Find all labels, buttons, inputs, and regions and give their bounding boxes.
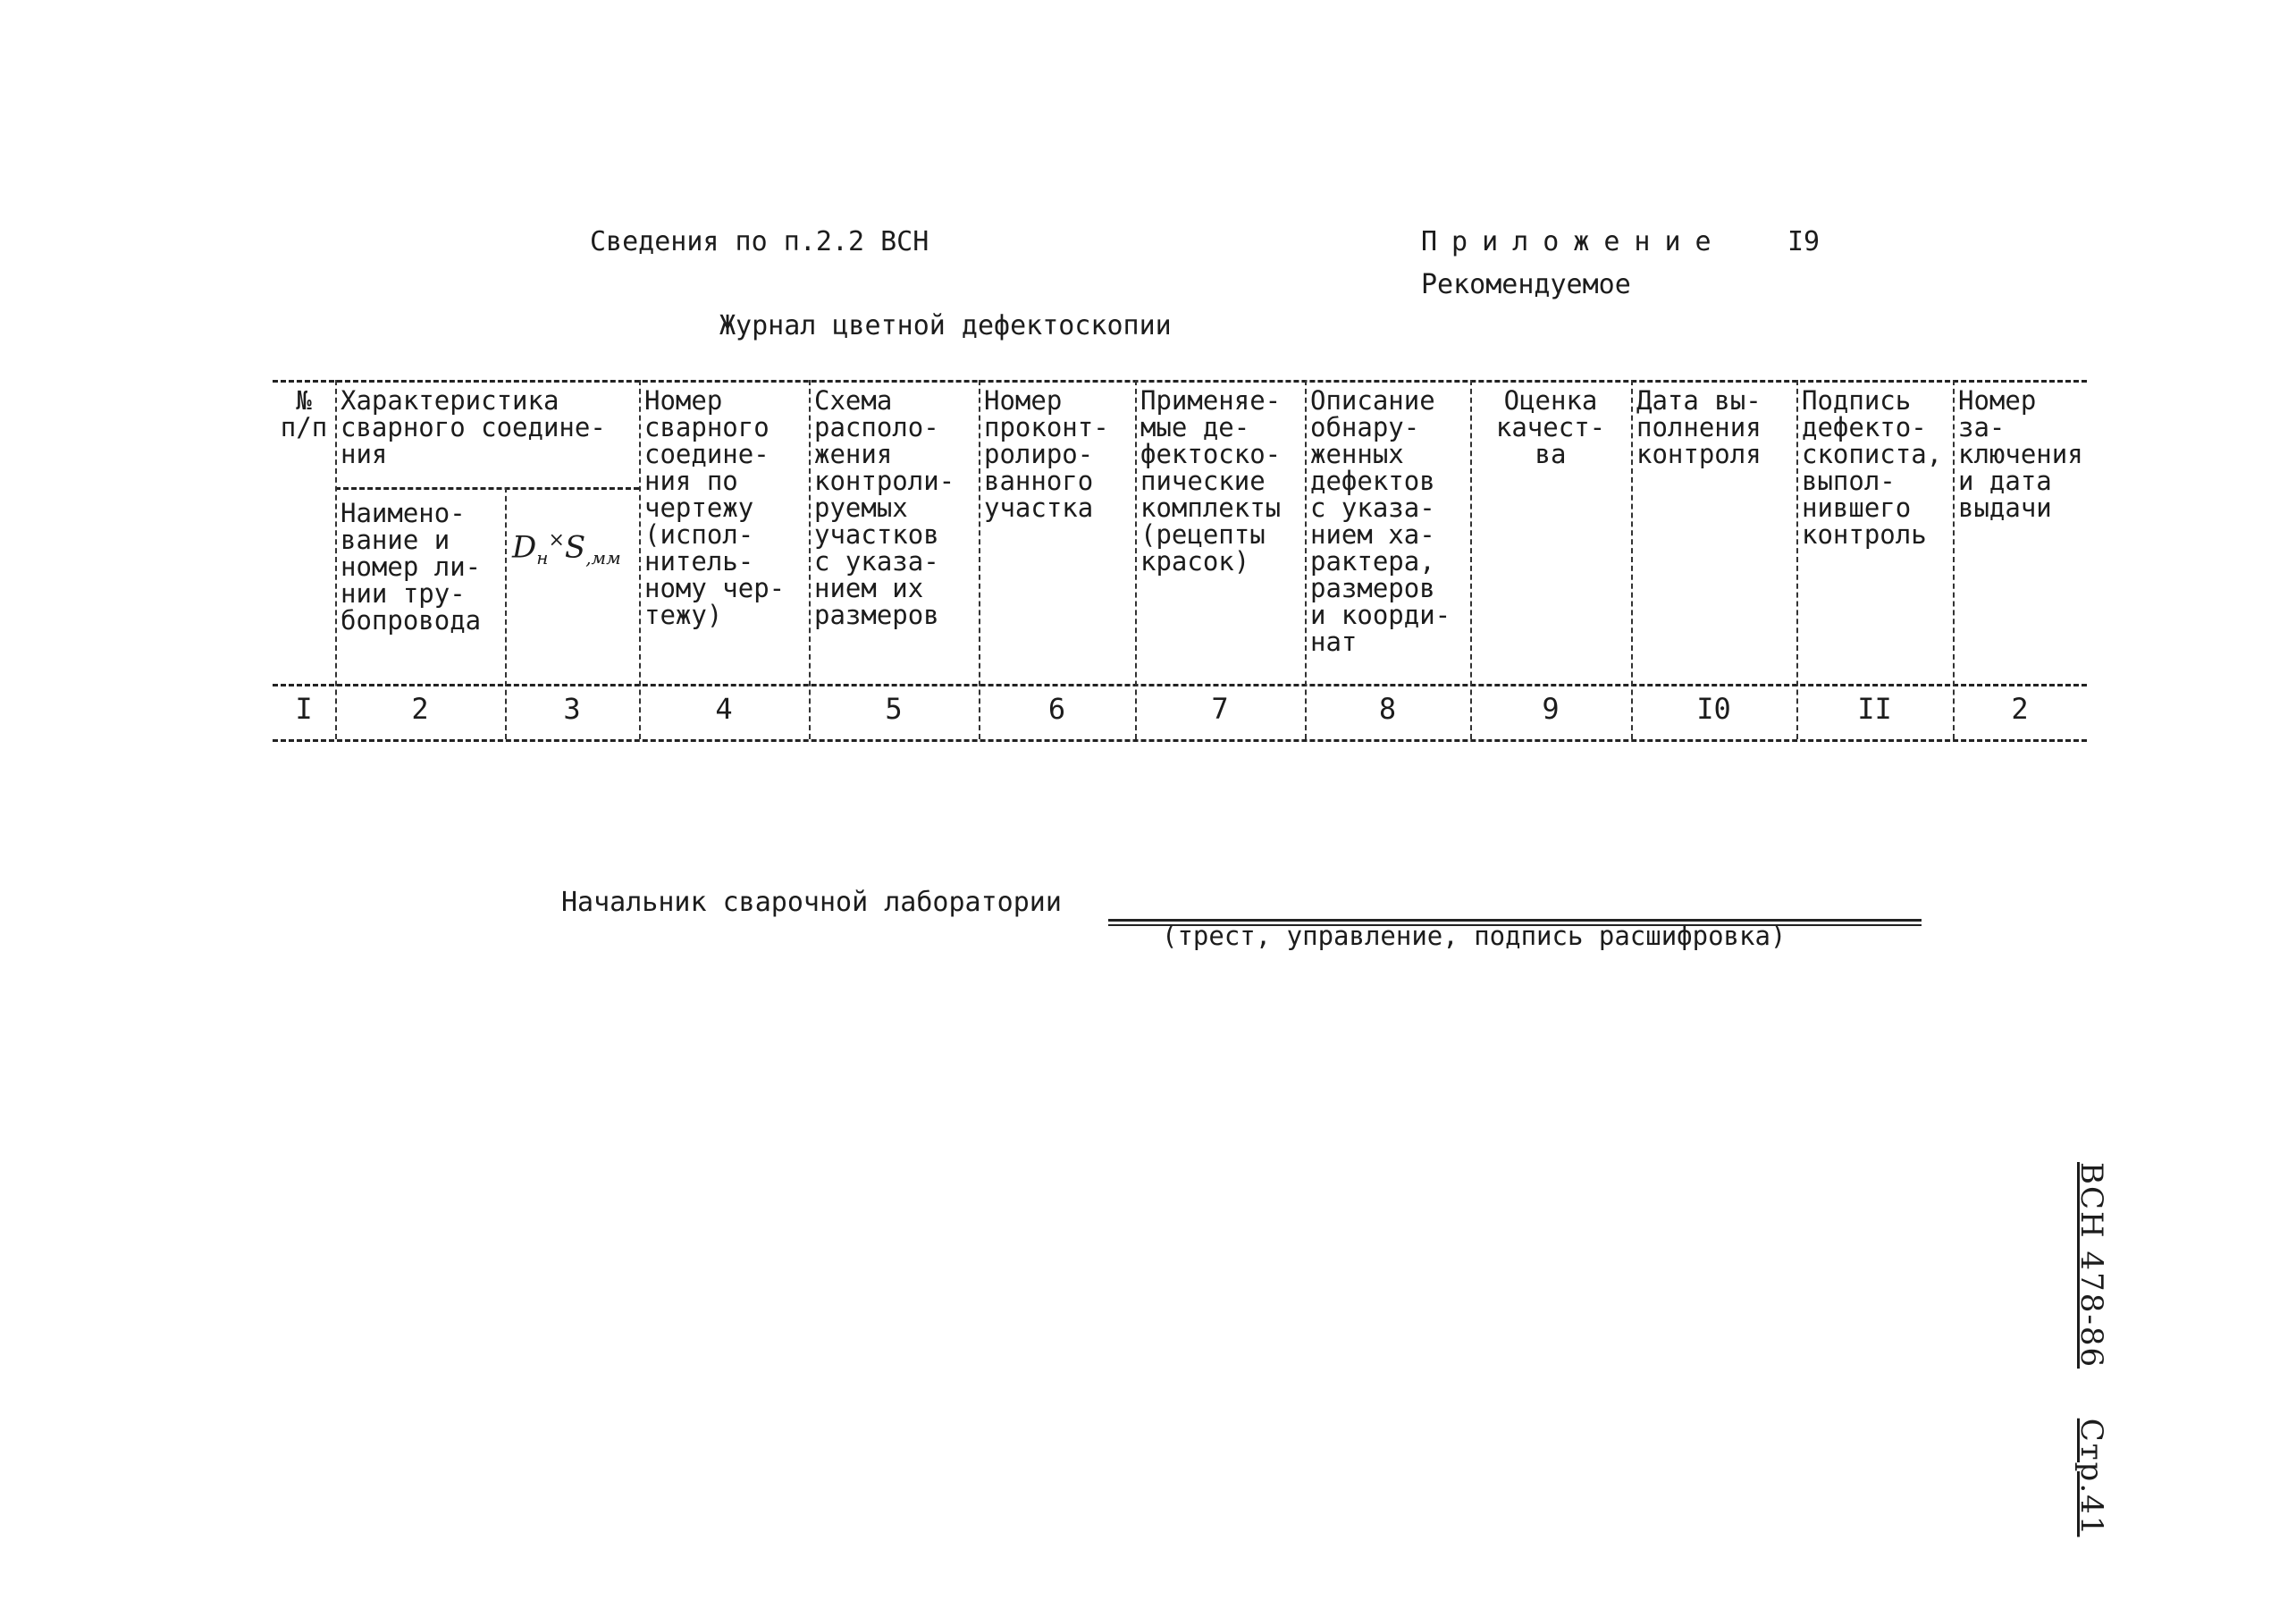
col-header-date: Дата вы- полнения контроля xyxy=(1636,385,1762,469)
col-header-section-number: Номер проконт- ролиро- ванного участка xyxy=(984,385,1109,523)
diameter-symbol: D xyxy=(512,529,537,566)
journal-title: Журнал цветной дефектоскопии xyxy=(719,310,1172,341)
appendix-number: I9 xyxy=(1787,226,1821,257)
diameter-subscript: н xyxy=(536,547,549,569)
col-header-quality: Оценка качест- ва xyxy=(1495,385,1606,469)
col-number: 6 xyxy=(1047,692,1066,726)
subcol-header-diameter-thickness xyxy=(512,527,621,571)
thickness-subscript: ,мм xyxy=(585,547,621,569)
journal-table xyxy=(273,380,2087,755)
column-divider xyxy=(1135,380,1137,739)
document-code-stamp xyxy=(2073,1162,2109,1537)
column-divider xyxy=(1796,380,1798,739)
reference-note: Сведения по п.2.2 ВСН xyxy=(590,226,929,257)
col-header-kits: Применяе- мые де- фектоско- пические комплекты (рецепты красок) xyxy=(1140,385,1282,577)
col-number: 2 xyxy=(2011,692,2029,726)
page-number: Стр.41 xyxy=(2073,1418,2109,1537)
thickness-symbol: S xyxy=(564,529,586,566)
col-number: 5 xyxy=(885,692,903,726)
col-number: 9 xyxy=(1542,692,1560,726)
col-number: 4 xyxy=(715,692,733,726)
col-header-signature: Подпись дефекто- скописта, выпол- нившего контроль xyxy=(1802,385,1943,550)
column-divider xyxy=(1953,380,1955,739)
column-divider xyxy=(1631,380,1633,739)
col-header-defects: Описание обнару- женных дефектов с указа- нием ха- рактера, размеров и коорди- нат xyxy=(1310,385,1451,657)
col-number: 8 xyxy=(1378,692,1397,726)
column-divider xyxy=(979,380,980,739)
column-divider xyxy=(335,380,337,739)
recommendation-label: Рекомендуемое xyxy=(1421,269,1631,300)
subheader-rule xyxy=(335,487,639,490)
col-header-conclusion: Номер за- ключения и дата выдачи xyxy=(1958,385,2083,523)
subcol-header-line-name: Наимено- вание и номер ли- нии тру- бопровода xyxy=(341,498,482,636)
table-bottom-rule xyxy=(273,739,2087,742)
column-divider xyxy=(1305,380,1307,739)
table-top-rule xyxy=(273,380,2087,383)
col-number: I0 xyxy=(1696,692,1731,726)
col-header-layout-scheme: Схема располо- жения контроли- руемых участков с указа- нием их размеров xyxy=(814,385,955,630)
header-bottom-rule xyxy=(273,684,2087,686)
column-divider xyxy=(1470,380,1472,739)
col-number: 7 xyxy=(1211,692,1229,726)
times-sign: × xyxy=(548,529,565,552)
col-number: 2 xyxy=(411,692,429,726)
signature-caption: (трест, управление, подпись расшифровка) xyxy=(1162,921,1787,951)
col-number: II xyxy=(1857,692,1892,726)
appendix-label: Приложение xyxy=(1421,226,1726,257)
document-code: ВСН 478-86 xyxy=(2073,1162,2109,1369)
col-header-joint-number: Номер сварного соедине- ния по чертежу (испол- нитель- ному чер- тежу) xyxy=(644,385,786,630)
col-header-index: № п/п xyxy=(280,385,328,442)
col-number: 3 xyxy=(563,692,581,726)
column-divider xyxy=(809,380,811,739)
column-divider xyxy=(639,380,641,739)
col-header-joint-characteristics: Характеристика сварного соедине- ния xyxy=(341,385,606,469)
col-number: I xyxy=(295,692,313,726)
signature-underline xyxy=(1108,924,1922,926)
signature-label: Начальник сварочной лаборатории xyxy=(561,887,1062,918)
